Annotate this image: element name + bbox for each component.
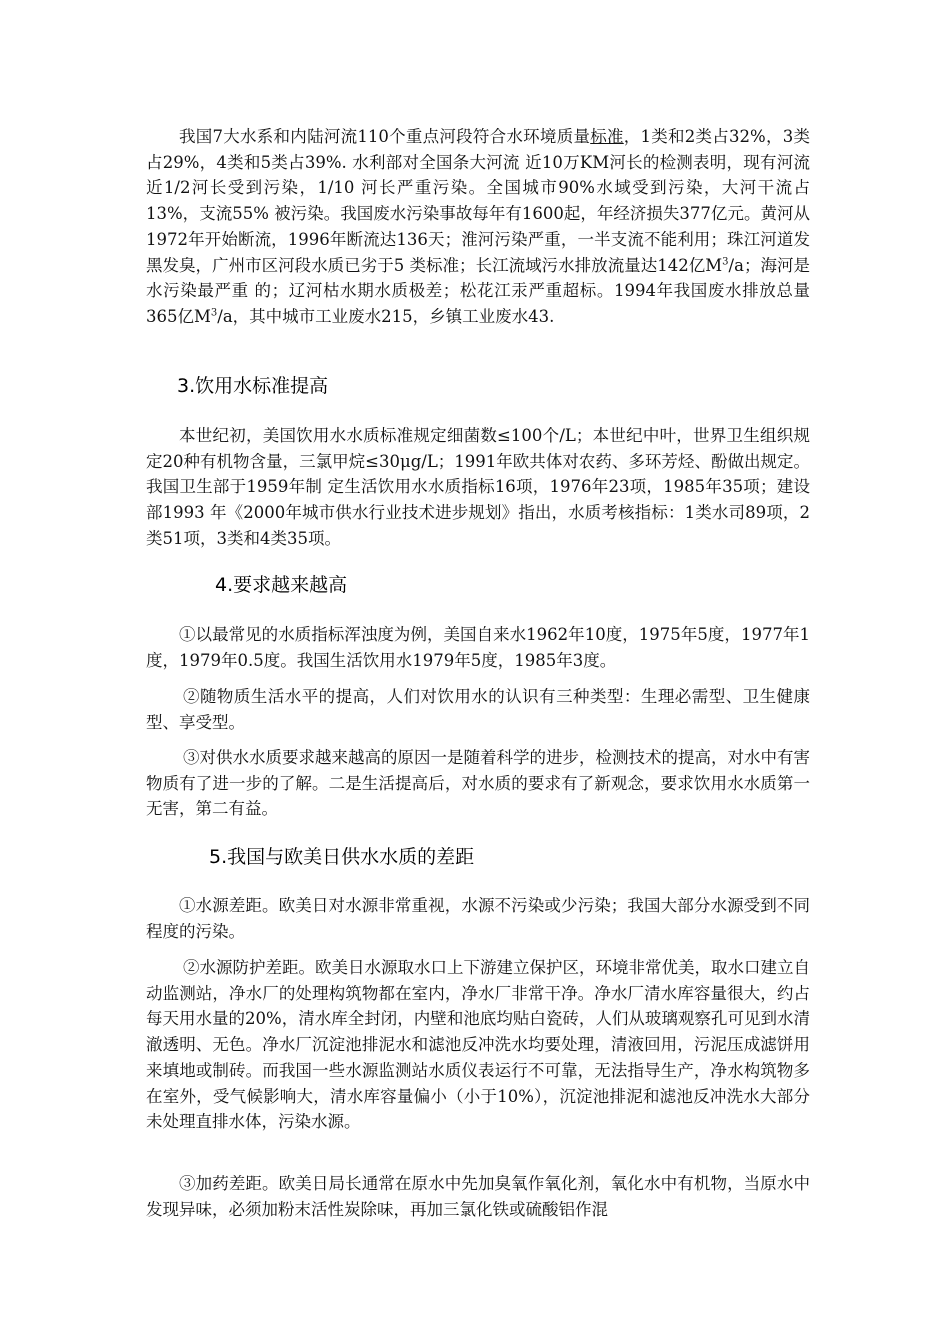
heading-section-5: 5.我国与欧美日供水水质的差距: [209, 846, 475, 868]
p1-text-end: /a，其中城市工业废水215，乡镇工业废水43.: [217, 306, 555, 326]
p1-text-before: 我国7大水系和内陆河流110个重点河段符合水环境质量: [179, 127, 591, 146]
paragraph-drinking-water-standards: 本世纪初，美国饮用水水质标准规定细菌数≤100个/L；本世纪中叶，世界卫生组织规定20种有机物含量，三氯甲烷≤30μg/L；1991年欧共体对农药、多环芳烃、酚做出规定。我国卫生部于1959年制 定生活饮用水水质指标16项，1976年23项，1985年35项；建设部1993 年《2000年城市供水行业技术进步规划》指出，水质考核指标：1类水司89项，2类51项，3类和4类35项。: [146, 426, 810, 548]
paragraph-dosing-gap: ③加药差距。欧美日局长通常在原水中先加臭氧作氧化剂，氧化水中有机物，当原水中发现异味，必须加粉末活性炭除味，再加三氯化铁或硫酸铝作混: [146, 1174, 810, 1219]
paragraph-higher-requirements-reasons: ③对供水水质要求越来越高的原因一是随着科学的进步，检测技术的提高，对水中有害物质有了进一步的了解。二是生活提高后，对水质的要求有了新观念，要求饮用水水质第一无害，第二有益。: [146, 748, 810, 819]
heading-section-4: 4.要求越来越高: [215, 574, 348, 596]
paragraph-source-gap: ①水源差距。欧美日对水源非常重视，水源不污染或少污染；我国大部分水源受到不同程度的污染。: [146, 896, 810, 941]
p1-superscript-2: 3: [210, 307, 218, 319]
p1-superscript-1: 3: [722, 256, 729, 268]
paragraph-source-protection-gap: ②水源防护差距。欧美日水源取水口上下游建立保护区，环境非常优美，取水口建立自动监测站，净水厂的处理构筑物都在室内，净水厂非常干净。净水厂清水库容量很大，约占每天用水量的20%，清水库全封闭，内壁和池底均贴白瓷砖，人们从玻璃观察孔可见到水清澈透明、无色。净水厂沉淀池排泥水和滤池反冲洗水均要处理，清液回用，污泥压成滤饼用来填地或制砖。而我国一些水源监测站水质仪表运行不可靠，无法指导生产，净水构筑物多在室外，受气候影响大，清水库容量偏小（小于10%），沉淀池排泥和滤池反冲洗水大部分未处理直排水体，污染水源。: [146, 958, 810, 1132]
p1-underlined-term: 标准: [590, 127, 624, 146]
heading-section-3: 3.饮用水标准提高: [177, 375, 329, 397]
p1-text-middle: ，1类和2类占32%，3类占29%，4类和5类占39%. 水利部对全国条大河流 近10万KM河长的检测表明，现有河流近1/2河长受到污染，1/10 河长严重污染。全国城市90%水域受到污染，大河干流占13%，支流55% 被污染。我国废水污染事故每年有1600起，年经济损失377亿元。黄河从1972年开始断流，1996年断流达136天；淮河污染严重，一半支流不能利用；珠江河道发黑发臭，广州市区河段水质已劣于5 类标准；长江流域污水排放流量达142亿M: [146, 127, 811, 275]
paragraph-turbidity-example: ①以最常见的水质指标浑浊度为例，美国自来水1962年10度，1975年5度，1977年1度，1979年0.5度。我国生活饮用水1979年5度，1985年3度。: [146, 625, 810, 670]
paragraph-drinking-water-types: ②随物质生活水平的提高，人们对饮用水的认识有三种类型：生理必需型、卫生健康型、享受型。: [146, 687, 810, 732]
p1-text-middle2: /a；海河是水污染最严重 的；辽河枯水期水质极差；松花江汞严重超标。1994年我国废水排放总量365亿M: [146, 255, 810, 326]
paragraph-water-pollution: [146, 124, 810, 330]
